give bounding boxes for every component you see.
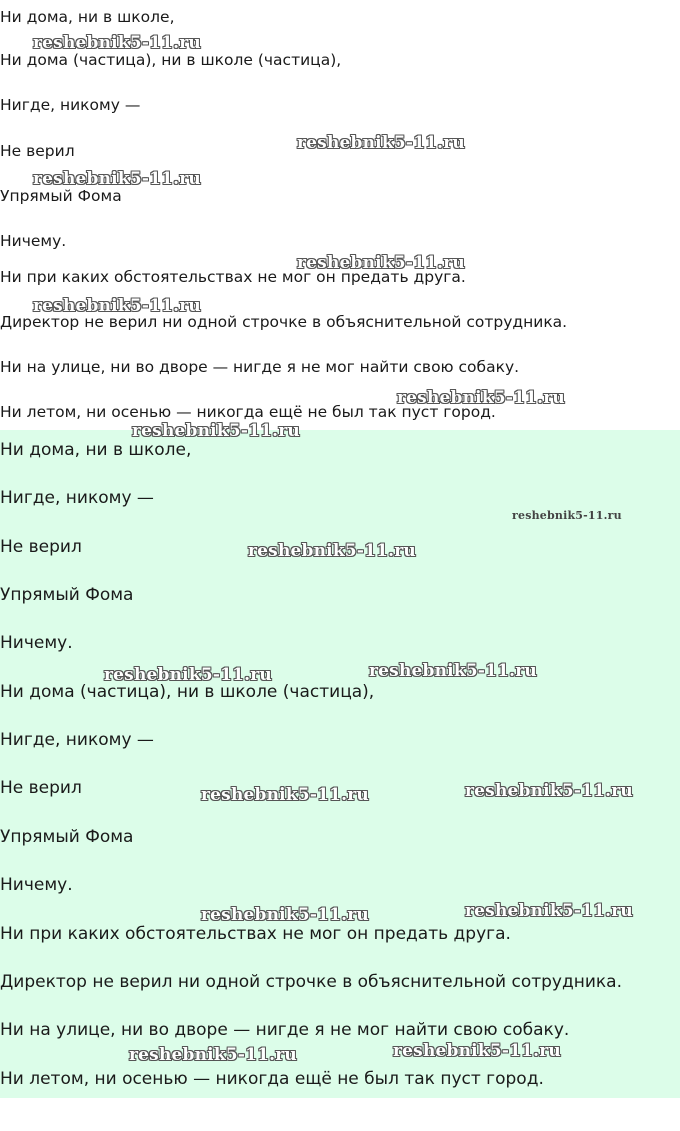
watermark: reshebnik5-11.ru [297, 133, 465, 153]
text-line: Нигде, никому — [0, 96, 141, 114]
text-line: Ни при каких обстоятельствах не мог он предать друга. [0, 268, 466, 286]
watermark: reshebnik5-11.ru [512, 509, 622, 522]
text-line: Ни на улице, ни во дворе — нигде я не мог найти свою собаку. [0, 358, 520, 376]
watermark: reshebnik5-11.ru [201, 905, 369, 925]
watermark: reshebnik5-11.ru [465, 901, 633, 921]
watermark: reshebnik5-11.ru [129, 1045, 297, 1065]
text-line: Не верил [0, 142, 75, 160]
watermark: reshebnik5-11.ru [397, 388, 565, 408]
text-line: Ни летом, ни осенью — никогда ещё не был так пуст город. [0, 1069, 544, 1089]
text-line: Ни на улице, ни во дворе — нигде я не мог найти свою собаку. [0, 1020, 570, 1040]
text-line: Ни дома (частица), ни в школе (частица), [0, 51, 342, 69]
text-line: Не верил [0, 537, 82, 557]
watermark: reshebnik5-11.ru [297, 253, 465, 273]
watermark: reshebnik5-11.ru [33, 33, 201, 53]
watermark: reshebnik5-11.ru [104, 665, 272, 685]
text-line: Ничему. [0, 875, 73, 895]
text-line: Ни дома, ни в школе, [0, 440, 192, 460]
text-line: Нигде, никому — [0, 730, 154, 750]
text-line: Ни летом, ни осенью — никогда ещё не был так пуст город. [0, 403, 496, 421]
text-line: Ничему. [0, 633, 73, 653]
watermark: reshebnik5-11.ru [33, 296, 201, 316]
text-line: Упрямый Фома [0, 827, 134, 847]
watermark: reshebnik5-11.ru [393, 1041, 561, 1061]
text-line: Ни дома, ни в школе, [0, 8, 175, 26]
highlighted-text-block [0, 430, 680, 1098]
watermark: reshebnik5-11.ru [465, 781, 633, 801]
text-line: Не верил [0, 778, 82, 798]
text-line: Ни дома (частица), ни в школе (частица), [0, 682, 375, 702]
watermark: reshebnik5-11.ru [369, 661, 537, 681]
text-line: Директор не верил ни одной строчке в объяснительной сотрудника. [0, 313, 568, 331]
text-line: Упрямый Фома [0, 187, 122, 205]
watermark: reshebnik5-11.ru [33, 169, 201, 189]
text-line: Ничему. [0, 232, 67, 250]
watermark: reshebnik5-11.ru [132, 421, 300, 441]
watermark: reshebnik5-11.ru [201, 785, 369, 805]
text-line: Директор не верил ни одной строчке в объяснительной сотрудника. [0, 972, 622, 992]
text-line: Упрямый Фома [0, 585, 134, 605]
text-line: Нигде, никому — [0, 488, 154, 508]
watermark: reshebnik5-11.ru [248, 541, 416, 561]
text-line: Ни при каких обстоятельствах не мог он предать друга. [0, 924, 511, 944]
